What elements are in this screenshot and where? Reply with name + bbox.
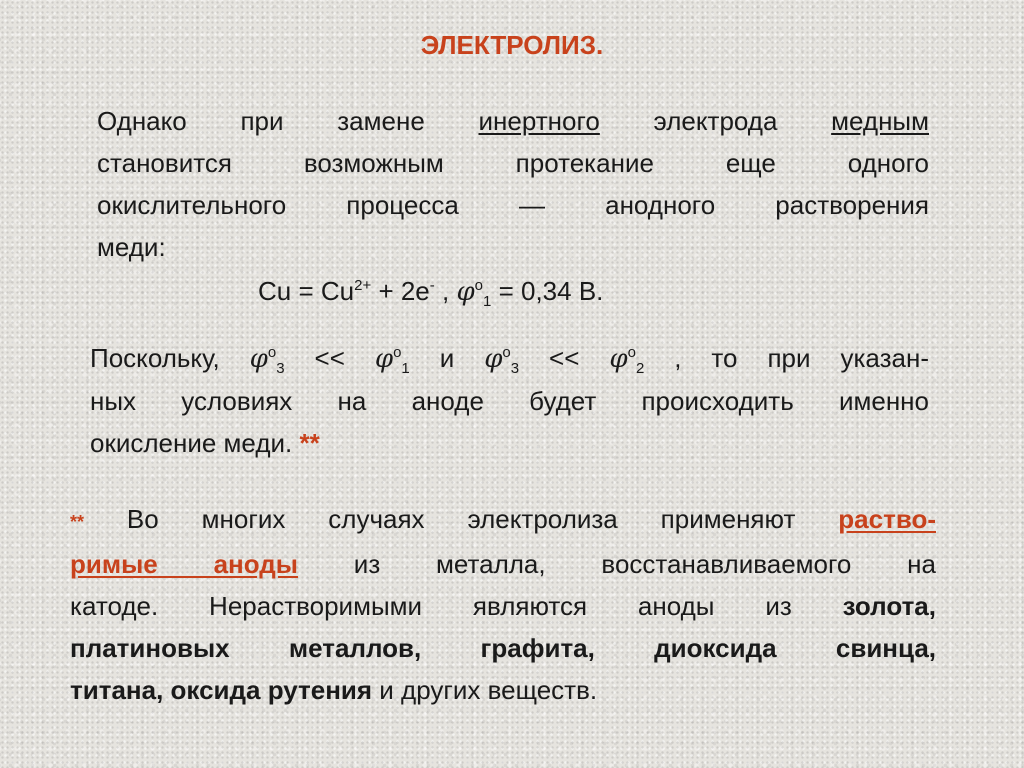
copper-equation <box>258 270 603 313</box>
p3-line-3 <box>70 585 936 627</box>
p2-text: , то при указан- <box>644 343 929 373</box>
deg: o <box>267 344 277 361</box>
deg: o <box>627 344 636 361</box>
p3-text: и других веществ. <box>372 675 598 705</box>
soluble-anodes-highlight: римые аноды <box>70 549 298 579</box>
footnote-stars: ** <box>299 428 320 458</box>
deg: o <box>393 344 402 361</box>
eq-electron-charge: - <box>429 277 435 294</box>
phi: φ <box>484 344 503 374</box>
eq-cu: Cu = Cu <box>258 276 355 306</box>
paragraph-anodes <box>70 498 936 711</box>
and: и <box>409 343 485 373</box>
sub-3: 3 <box>510 360 520 377</box>
soluble-anodes-highlight: раство- <box>838 504 936 534</box>
slide-title: ЭЛЕКТРОЛИЗ. <box>420 30 604 60</box>
p3-text: из металла, восстанавливаемого на <box>297 549 936 579</box>
paragraph-copper-anode <box>97 100 929 268</box>
p3-text: Во многих случаях электролиза применяют <box>84 504 839 534</box>
phi: φ <box>374 344 394 374</box>
eq-sub: 1 <box>483 293 492 310</box>
underlined-copper: медным <box>831 106 929 136</box>
sub-3: 3 <box>276 360 285 377</box>
p1-text: Однако при замене <box>97 106 479 136</box>
phi: φ <box>249 344 268 374</box>
paragraph-potentials <box>90 337 929 464</box>
eq-value: = 0,34 В. <box>491 276 604 306</box>
deg: o <box>502 344 511 361</box>
p2-line-2: ных условиях на аноде будет происходить именно <box>90 386 929 416</box>
sub-2: 2 <box>635 360 645 377</box>
p1-text: электрода <box>599 106 832 136</box>
much-less: << <box>284 343 375 373</box>
footnote-stars: ** <box>70 512 85 532</box>
p2-text: окисление меди. <box>90 428 300 458</box>
p2-line-3 <box>90 422 929 464</box>
p3-text: катоде. Нерастворимыми являются аноды из <box>70 591 843 621</box>
p1-line-3: окислительного процесса — анодного растворения <box>97 190 929 220</box>
much-less: << <box>519 343 610 373</box>
eq-phi: φ <box>456 277 475 307</box>
p1-line-4: меди: <box>97 232 166 262</box>
eq-standard: o <box>474 277 484 294</box>
p3-line-4: платиновых металлов, графита, диоксида свинца, <box>70 633 936 663</box>
bold-materials: титана, оксида рутения <box>70 675 373 705</box>
bold-gold: золота, <box>842 591 936 621</box>
eq-electrons: + 2e <box>371 276 430 306</box>
phi: φ <box>609 344 628 374</box>
p3-line-2 <box>70 543 936 585</box>
underlined-inert: инертного <box>478 106 600 136</box>
p2-line-1 <box>90 337 929 380</box>
eq-comma: , <box>434 276 457 306</box>
p3-line-5 <box>70 669 936 711</box>
p2-text: Поскольку, <box>90 343 250 373</box>
sub-1: 1 <box>401 360 410 377</box>
p3-line-1 <box>70 498 936 543</box>
p1-line-2: становится возможным протекание еще одного <box>97 148 929 178</box>
eq-charge: 2+ <box>354 277 372 294</box>
p1-line-1 <box>97 100 929 142</box>
